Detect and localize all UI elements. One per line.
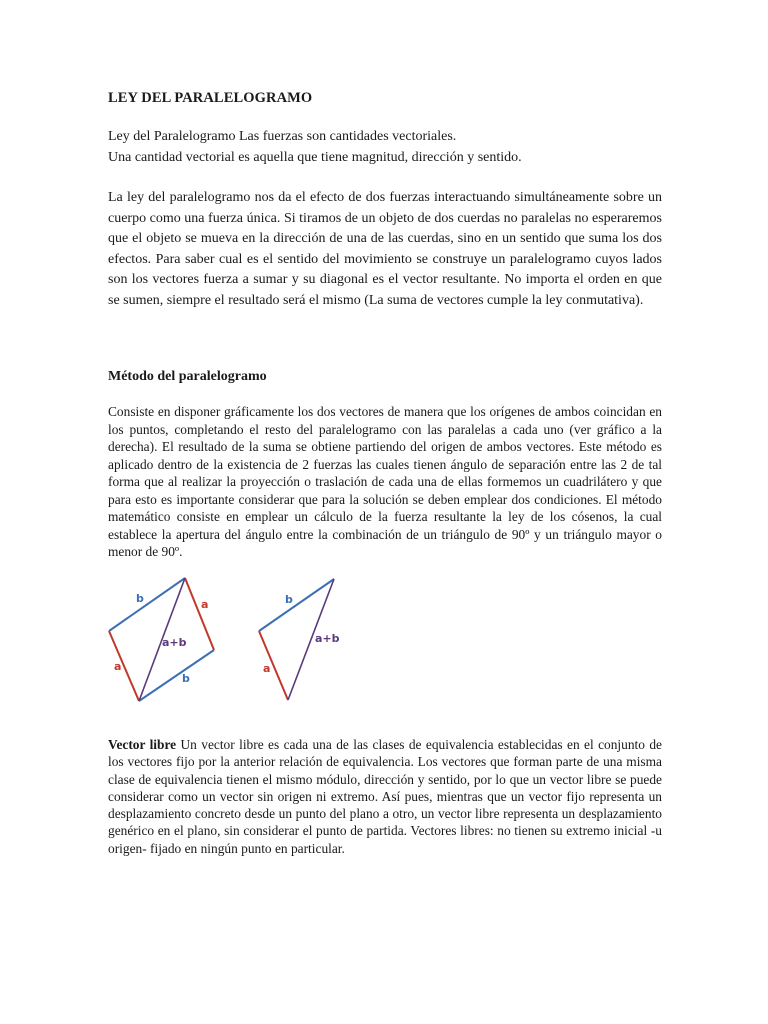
vector-libre-text: Un vector libre es cada una de las clases de equivalencia establecidas en el conjunto de los vectores fijo por la anterior relación de equivalencia. Los vectores que forman parte de una misma clase de equivalencia tienen el mismo módulo, dirección y sentido, por lo que un vector libre se puede considerar como un vector sin origen ni extremo. Así pues, mientras que un vector fijo representa un desplazamiento concreto desde un punto del plano a otro, un vector libre representa un desplazamiento genérico en el plano, sin considerar el punto de partida. Vectores libres: no tienen su extremo inicial -u origen- fijado en ningún punto en particular. (108, 737, 662, 856)
left-label-a-right: a (201, 598, 209, 611)
parallelogram-figure (100, 570, 360, 710)
left-vector-a-right (185, 578, 214, 650)
document-title: LEY DEL PARALELOGRAMO (108, 90, 313, 106)
left-vector-b-top (109, 578, 185, 631)
right-label-a: a (263, 662, 271, 675)
right-vector-b (259, 579, 334, 631)
left-vector-b-bottom (139, 650, 214, 701)
left-label-sum: a+b (162, 636, 187, 649)
intro-block (108, 126, 663, 168)
right-label-sum: a+b (315, 632, 340, 645)
section-heading-metodo: Método del paralelogramo (108, 369, 267, 384)
paragraph-vector-libre (108, 736, 662, 857)
intro-line-2: Una cantidad vectorial es aquella que tiene magnitud, dirección y sentido. (108, 150, 522, 165)
paragraph-metodo: Consiste en disponer gráficamente los dos vectores de manera que los orígenes de ambos coincidan en los puntos, completando el resto del paralelogramo con las paralelas a cada uno (ver gráfico a la derecha). El resultado de la suma se obtiene partiendo del origen de ambos vectores. Este método es aplicado dentro de la existencia de 2 fuerzas las cuales tienen ángulo de separación entre las 2 de tal forma que al realizar la proyección o traslación de cada una de ellas formemos un cuadrilátero y que para esto es importante considerar que para la solución se deben emplear dos condiciones. El método matemático consiste en emplear un cálculo de la fuerza resultante la ley de los cósenos, la cual establece la apertura del ángulo entre la combinación de un triángulo de 90º y un triángulo mayor o menor de 90º. (108, 404, 662, 559)
intro-line-1: Ley del Paralelogramo Las fuerzas son cantidades vectoriales. (108, 129, 457, 144)
parallelogram-diagram (100, 570, 360, 710)
right-label-b: b (285, 593, 293, 606)
left-label-b-top: b (136, 592, 144, 605)
left-label-a-left: a (114, 660, 122, 673)
paragraph-ley-paralelogramo: La ley del paralelogramo nos da el efecto de dos fuerzas interactuando simultáneamente sobre un cuerpo como una fuerza única. Si tiramos de un objeto de dos cuerdas no paralelas no esperaremos que el objeto se mueva en la dirección de una de las cuerdas, sino en un sentido que suma los dos efectos. Para saber cual es el sentido del movimiento se construye un paralelogramo cuyos lados son los vectores fuerza a sumar y su diagonal es el vector resultante. No importa el orden en que se sumen, siempre el resultado será el mismo (La suma de vectores cumple la ley conmutativa). (108, 190, 662, 308)
vector-libre-term: Vector libre (108, 737, 177, 752)
left-label-b-bottom: b (182, 672, 190, 685)
